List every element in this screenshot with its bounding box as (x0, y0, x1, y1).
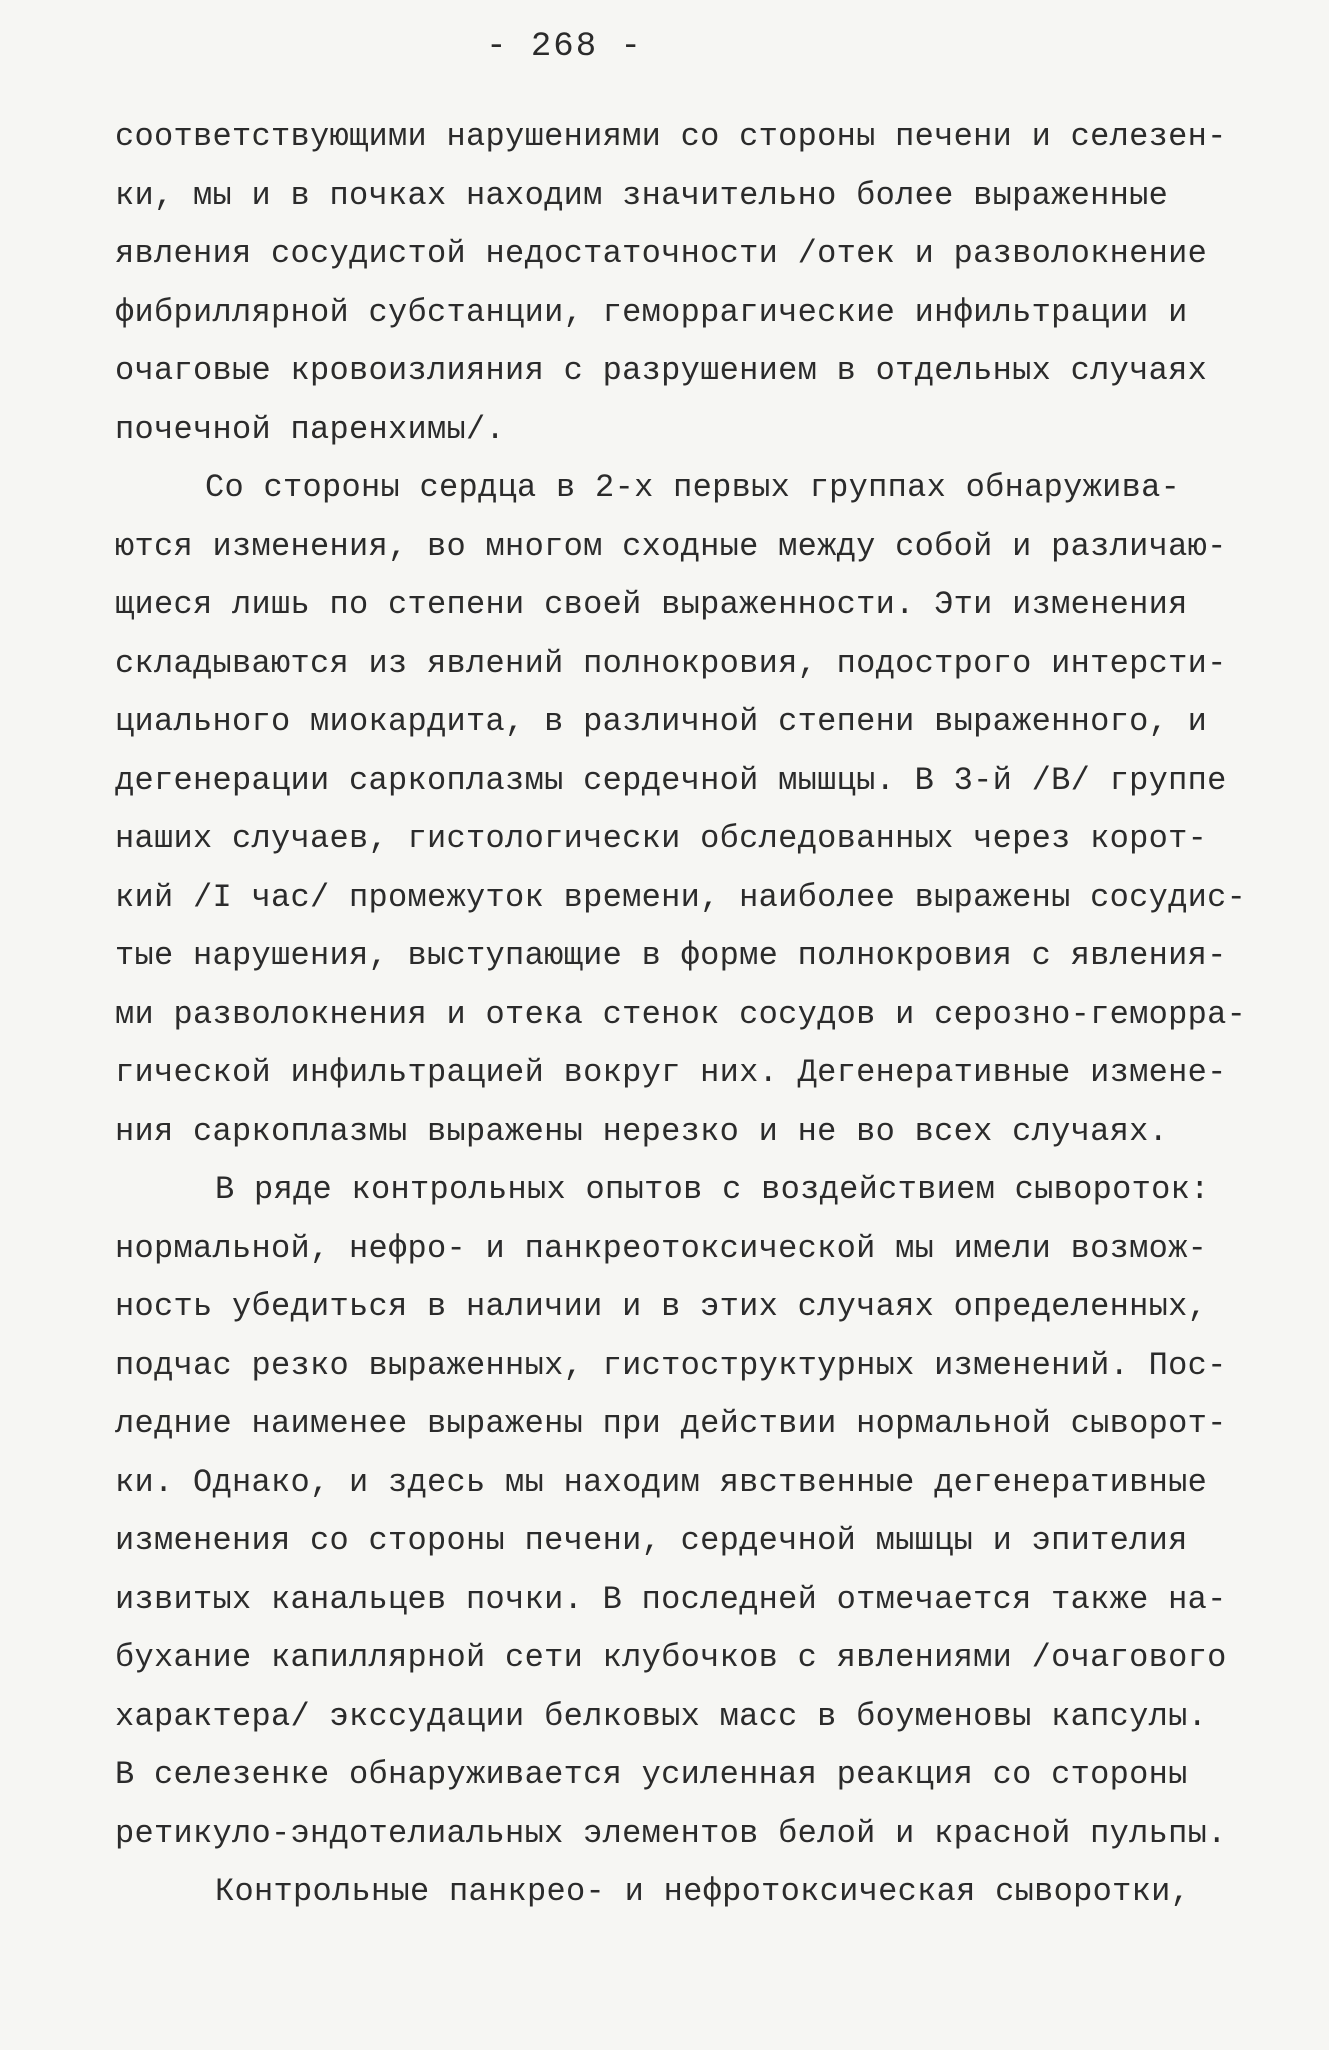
text-line: ледние наименее выражены при действии нормальной сыворот- (115, 1405, 1227, 1442)
text-line: циального миокардита, в различной степени выраженного, и (115, 703, 1208, 740)
text-line: ются изменения, во многом сходные между собой и различаю- (115, 527, 1227, 565)
paragraph-start-line: Контрольные панкрео- и нефротоксическая сыворотки, (215, 1873, 1191, 1910)
text-line: гической инфильтрацией вокруг них. Дегенеративные измене- (115, 1054, 1227, 1091)
text-line: характера/ экссудации белковых масс в боуменовы капсулы. (115, 1697, 1208, 1735)
text-line: ния саркоплазмы выражены нерезко и не во всех случаях. (115, 1112, 1169, 1150)
text-line: бухание капиллярной сети клубочков с явлениями /очагового (115, 1639, 1227, 1676)
text-line: соответствующими нарушениями со стороны печени и селезен- (115, 118, 1227, 155)
text-line: фибриллярной субстанции, геморрагические инфильтрации и (115, 293, 1188, 331)
text-line: В селезенке обнаруживается усиленная реакция со стороны (115, 1756, 1188, 1793)
text-line: явления сосудистой недостаточности /отек и разволокнение (115, 235, 1208, 272)
text-line: ки. Однако, и здесь мы находим явственные дегенеративные (115, 1463, 1208, 1501)
paragraph-start-line: Со стороны сердца в 2-х первых группах обнаружива- (205, 469, 1181, 506)
text-line: ми разволокнения и отека стенок сосудов и серозно-геморра- (115, 995, 1247, 1033)
text-line: подчас резко выраженных, гистоструктурных изменений. Пос- (115, 1346, 1227, 1384)
text-line: извитых канальцев почки. В последней отмечается также на- (115, 1580, 1227, 1618)
text-line: очаговые кровоизлияния с разрушением в отдельных случаях (115, 352, 1208, 389)
text-line: дегенерации саркоплазмы сердечной мышцы. В 3-й /В/ группе (115, 761, 1227, 799)
page-number: - 268 - (486, 28, 643, 66)
text-line: ность убедиться в наличии и в этих случаях определенных, (115, 1288, 1208, 1325)
paragraph-start-line: В ряде контрольных опытов с воздействием сывороток: (215, 1171, 1210, 1208)
body-text (115, 108, 1247, 1922)
text-line: щиеся лишь по степени своей выраженности. Эти изменения (115, 586, 1188, 623)
text-line: ки, мы и в почках находим значительно более выраженные (115, 176, 1169, 214)
text-line: ретикуло-эндотелиальных элементов белой и красной пульпы. (115, 1814, 1227, 1852)
text-line: нормальной, нефро- и панкреотоксической мы имели возмож- (115, 1229, 1208, 1267)
text-line: наших случаев, гистологически обследованных через корот- (115, 820, 1208, 857)
text-line: почечной паренхимы/. (115, 410, 506, 448)
text-line: кий /I час/ промежуток времени, наиболее выражены сосудис- (115, 878, 1247, 916)
text-line: складываются из явлений полнокровия, подострого интерсти- (115, 644, 1227, 682)
text-line: тые нарушения, выступающие в форме полнокровия с явления- (115, 937, 1227, 974)
text-line: изменения со стороны печени, сердечной мышцы и эпителия (115, 1522, 1188, 1559)
